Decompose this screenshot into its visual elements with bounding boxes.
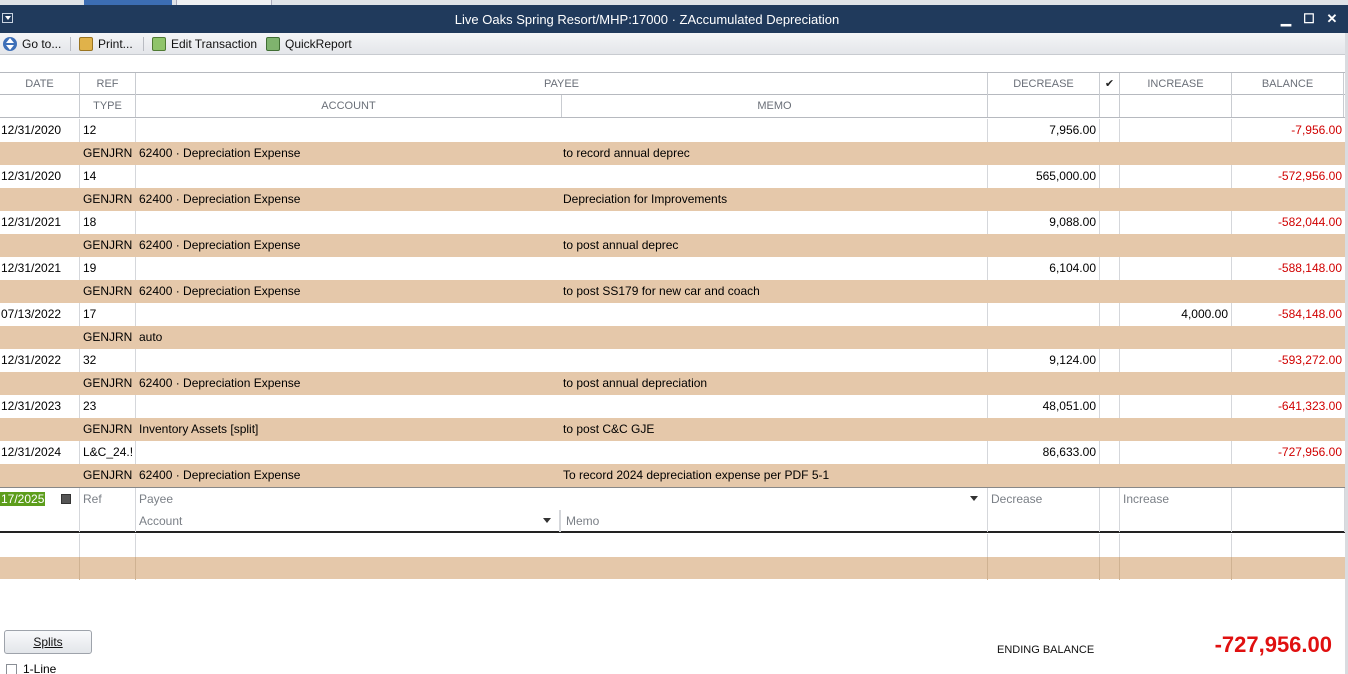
transaction-decrease[interactable]: 565,000.00 (988, 165, 1100, 188)
transaction-account[interactable]: 62400 · Depreciation Expense (139, 284, 301, 298)
transaction-decrease[interactable]: 9,124.00 (988, 349, 1100, 372)
transaction-account[interactable]: auto (139, 330, 163, 344)
transaction-increase[interactable] (1120, 395, 1232, 418)
entry-decrease-field[interactable]: Decrease (988, 488, 1100, 511)
entry-date-field[interactable] (0, 488, 80, 511)
empty-cell (1100, 534, 1120, 557)
window-titlebar (0, 5, 1348, 33)
transaction-detail-row[interactable] (0, 142, 1345, 165)
transaction-increase[interactable] (1120, 257, 1232, 280)
transaction-date[interactable]: 12/31/2021 (0, 211, 80, 234)
transaction-cleared[interactable] (1100, 257, 1120, 280)
transaction-detail-row[interactable] (0, 234, 1345, 257)
splits-label: Splits (33, 635, 63, 649)
entry-blank (1120, 510, 1232, 532)
transaction-balance[interactable]: -641,323.00 (1277, 399, 1342, 413)
empty-cell (80, 557, 136, 580)
transaction-payee[interactable] (136, 257, 988, 280)
transaction-cleared[interactable] (1100, 349, 1120, 372)
empty-cell (1120, 557, 1232, 580)
empty-cell (1120, 534, 1232, 557)
empty-row[interactable] (0, 557, 1345, 579)
transaction-decrease[interactable]: 9,088.00 (988, 211, 1100, 234)
transaction-ref[interactable]: 19 (80, 257, 136, 280)
toolbar-divider (143, 37, 144, 51)
column-header-date[interactable]: DATE (0, 73, 80, 95)
transaction-decrease[interactable]: 7,956.00 (988, 119, 1100, 142)
entry-memo-field[interactable]: Memo (560, 510, 988, 532)
transaction-cleared[interactable] (1100, 441, 1120, 464)
transaction-increase[interactable] (1120, 211, 1232, 234)
transaction-detail-row[interactable] (0, 326, 1345, 349)
one-line-checkbox[interactable] (6, 664, 17, 674)
payee-dropdown-icon[interactable] (970, 496, 978, 501)
transaction-type[interactable]: GENJRN (83, 146, 133, 160)
quickreport-label: QuickReport (285, 37, 352, 51)
column-header-blank (1232, 95, 1344, 117)
transaction-type[interactable]: GENJRN (83, 468, 133, 482)
transaction-balance[interactable]: -593,272.00 (1277, 353, 1342, 367)
entry-payee-placeholder: Payee (139, 492, 174, 506)
transaction-account[interactable]: 62400 · Depreciation Expense (139, 238, 301, 252)
entry-payee-field[interactable] (136, 488, 988, 511)
transaction-memo[interactable]: to post C&C GJE (563, 422, 655, 436)
transaction-memo[interactable]: Depreciation for Improvements (563, 192, 728, 206)
transaction-increase[interactable] (1120, 349, 1232, 372)
transaction-account[interactable]: 62400 · Depreciation Expense (139, 468, 301, 482)
transaction-increase[interactable] (1120, 119, 1232, 142)
calendar-icon[interactable] (61, 494, 71, 504)
transaction-payee[interactable] (136, 165, 988, 188)
transaction-date[interactable]: 12/31/2024 (0, 441, 80, 464)
transaction-row[interactable] (0, 303, 1345, 326)
column-header-increase[interactable]: INCREASE (1120, 73, 1232, 95)
account-dropdown-icon[interactable] (543, 518, 551, 523)
transaction-row[interactable] (0, 257, 1345, 280)
entry-blank (1232, 510, 1345, 532)
transaction-payee[interactable] (136, 303, 988, 326)
transaction-decrease[interactable]: 48,051.00 (988, 395, 1100, 418)
register-header-row-1 (0, 72, 1345, 95)
transaction-payee[interactable] (136, 441, 988, 464)
one-line-toggle[interactable] (6, 662, 56, 674)
transaction-date[interactable]: 12/31/2022 (0, 349, 80, 372)
edit-transaction-icon (152, 37, 166, 51)
entry-account-field[interactable] (136, 510, 560, 532)
transaction-memo[interactable]: to post annual depreciation (563, 376, 708, 390)
printer-icon (79, 37, 93, 51)
transaction-cleared[interactable] (1100, 211, 1120, 234)
column-header-blank (0, 95, 80, 117)
column-header-ref[interactable]: REF (80, 73, 136, 95)
quickreport-button[interactable] (266, 36, 352, 52)
ending-balance-value: -727,956.00 (1214, 632, 1332, 657)
transaction-row[interactable] (0, 119, 1345, 142)
transaction-memo[interactable]: to post SS179 for new car and coach (563, 284, 760, 298)
edit-transaction-label: Edit Transaction (171, 37, 258, 51)
transaction-decrease[interactable]: 86,633.00 (988, 441, 1100, 464)
transaction-memo[interactable]: To record 2024 depreciation expense per PDF 5-1 (563, 468, 830, 482)
entry-increase-field[interactable]: Increase (1120, 488, 1232, 511)
goto-icon (3, 37, 17, 51)
column-header-blank (1120, 95, 1232, 117)
transaction-date[interactable]: 12/31/2020 (0, 165, 80, 188)
transaction-memo[interactable] (560, 326, 988, 349)
transaction-account[interactable]: 62400 · Depreciation Expense (139, 376, 301, 390)
transaction-increase[interactable]: 4,000.00 (1120, 303, 1232, 326)
goto-button[interactable] (3, 36, 61, 52)
transaction-date[interactable]: 07/13/2022 (0, 303, 80, 326)
transaction-balance[interactable]: -582,044.00 (1277, 215, 1342, 229)
transaction-date[interactable]: 12/31/2021 (0, 257, 80, 280)
transaction-detail-row[interactable] (0, 418, 1345, 441)
register-header-row-2 (0, 95, 1345, 118)
transaction-ref[interactable]: L&C_24.! (80, 441, 136, 464)
transaction-type[interactable]: GENJRN (83, 422, 133, 436)
transaction-increase[interactable] (1120, 441, 1232, 464)
column-header-decrease[interactable]: DECREASE (988, 73, 1100, 95)
transaction-cleared[interactable] (1100, 119, 1120, 142)
transaction-balance[interactable]: -588,148.00 (1277, 261, 1342, 275)
transaction-memo[interactable]: to post annual deprec (563, 238, 679, 252)
transaction-memo[interactable]: to record annual deprec (563, 146, 690, 160)
transaction-balance[interactable]: -7,956.00 (1291, 123, 1342, 137)
transaction-account[interactable]: Inventory Assets [split] (139, 422, 259, 436)
transaction-detail-row[interactable] (0, 372, 1345, 395)
splits-button[interactable] (4, 630, 92, 654)
column-header-type[interactable]: TYPE (80, 95, 136, 117)
transaction-ref[interactable]: 14 (80, 165, 136, 188)
column-header-account[interactable]: ACCOUNT (136, 95, 562, 117)
transaction-account[interactable]: 62400 · Depreciation Expense (139, 192, 301, 206)
column-header-memo[interactable]: MEMO (562, 95, 988, 117)
one-line-label: 1-Line (23, 662, 57, 674)
entry-blank (1100, 510, 1120, 532)
transaction-row[interactable] (0, 211, 1345, 234)
transaction-balance[interactable]: -572,956.00 (1277, 169, 1342, 183)
entry-cleared-field[interactable] (1100, 488, 1120, 511)
empty-cell (988, 534, 1100, 557)
print-button[interactable] (79, 36, 133, 52)
empty-cell (80, 534, 136, 557)
entry-type-field (80, 510, 136, 532)
transaction-type[interactable]: GENJRN (83, 238, 133, 252)
transaction-ref[interactable]: 12 (80, 119, 136, 142)
transaction-row[interactable] (0, 349, 1345, 372)
transaction-cleared[interactable] (1100, 395, 1120, 418)
transaction-payee[interactable] (136, 119, 988, 142)
transaction-detail-row[interactable] (0, 188, 1345, 211)
transaction-ref[interactable]: 18 (80, 211, 136, 234)
transaction-cleared[interactable] (1100, 303, 1120, 326)
empty-cell (0, 534, 80, 557)
transaction-cleared[interactable] (1100, 165, 1120, 188)
transaction-row[interactable] (0, 441, 1345, 464)
empty-row[interactable] (0, 534, 1345, 557)
new-transaction-entry (0, 487, 1345, 533)
transaction-type[interactable]: GENJRN (83, 376, 133, 390)
transaction-decrease[interactable]: 6,104.00 (988, 257, 1100, 280)
ending-balance-label: ENDING BALANCE (997, 644, 1095, 656)
transaction-date[interactable]: 12/31/2023 (0, 395, 80, 418)
transaction-ref[interactable]: 23 (80, 395, 136, 418)
column-header-blank (1100, 95, 1120, 117)
transaction-account[interactable]: 62400 · Depreciation Expense (139, 146, 301, 160)
transaction-decrease[interactable] (988, 303, 1100, 326)
transaction-detail-row[interactable] (0, 464, 1345, 487)
column-header-blank (988, 95, 1100, 117)
transaction-payee[interactable] (136, 211, 988, 234)
transaction-payee[interactable] (136, 395, 988, 418)
transaction-detail-row[interactable] (0, 280, 1345, 303)
print-label: Print... (98, 37, 133, 51)
toolbar-divider (70, 37, 71, 51)
column-header-payee[interactable]: PAYEE (136, 73, 988, 95)
entry-blank (0, 510, 80, 532)
transaction-balance[interactable]: -584,148.00 (1277, 307, 1342, 321)
transaction-ref[interactable]: 32 (80, 349, 136, 372)
transaction-increase[interactable] (1120, 165, 1232, 188)
transaction-payee[interactable] (136, 349, 988, 372)
empty-cell (136, 534, 988, 557)
column-header-balance[interactable]: BALANCE (1232, 73, 1344, 95)
transaction-ref[interactable]: 17 (80, 303, 136, 326)
empty-cell (988, 557, 1100, 580)
entry-account-placeholder: Account (139, 514, 183, 528)
minimize-button[interactable]: ▁ (1281, 11, 1291, 26)
entry-ref-field[interactable]: Ref (80, 488, 136, 511)
register-toolbar (0, 33, 1348, 55)
transaction-type[interactable]: GENJRN (83, 284, 133, 298)
edit-transaction-button[interactable] (152, 36, 257, 52)
empty-cell (0, 557, 80, 580)
close-button[interactable]: ✕ (1326, 11, 1338, 26)
quickreport-icon (266, 37, 280, 51)
transaction-row[interactable] (0, 165, 1345, 188)
transaction-row[interactable] (0, 395, 1345, 418)
goto-label: Go to... (22, 37, 62, 51)
transaction-type[interactable]: GENJRN (83, 330, 133, 344)
transaction-date[interactable]: 12/31/2020 (0, 119, 80, 142)
transaction-type[interactable]: GENJRN (83, 192, 133, 206)
window-title: Live Oaks Spring Resort/MHP:17000 · ZAccumulated Depreciation (454, 12, 840, 27)
transaction-balance[interactable]: -727,956.00 (1277, 445, 1342, 459)
maximize-button[interactable]: ☐ (1303, 11, 1315, 26)
column-header-cleared-check[interactable]: ✔ (1100, 73, 1120, 95)
empty-cell (1100, 557, 1120, 580)
entry-balance-field (1232, 488, 1345, 511)
empty-cell (136, 557, 988, 580)
entry-blank (988, 510, 1100, 532)
entry-date-value: 17/2025 (1, 492, 45, 506)
